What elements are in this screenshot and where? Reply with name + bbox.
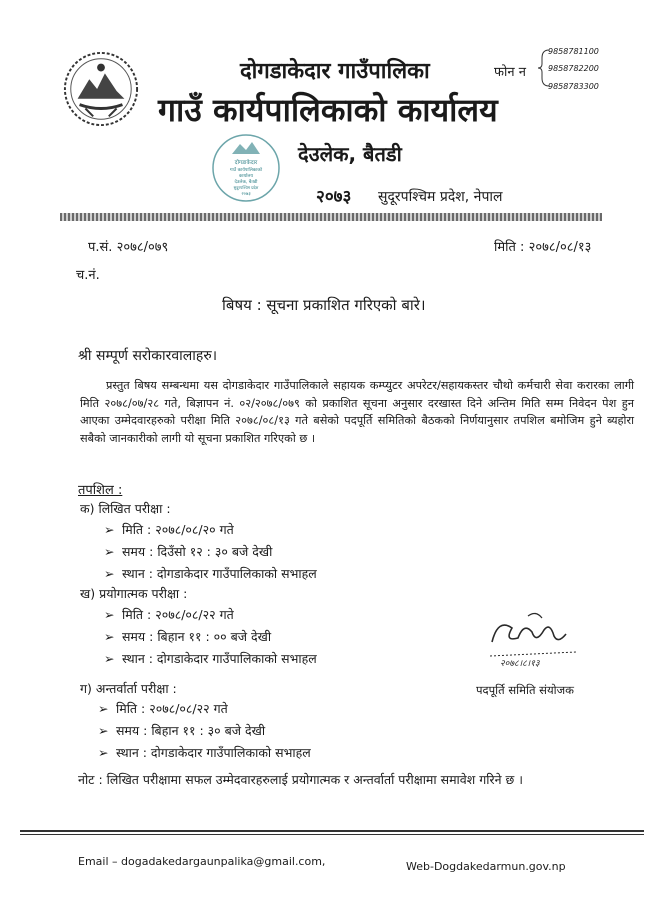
svg-text:दोगडाकेदार: दोगडाकेदार bbox=[234, 160, 258, 166]
arrow-bullet-icon: ➢ bbox=[104, 651, 115, 666]
written-exam-heading: क) लिखित परीक्षा : bbox=[80, 501, 171, 516]
header-divider-band bbox=[60, 213, 602, 221]
svg-text:सुदूरपश्चिम प्रदेश: सुदूरपश्चिम प्रदेश bbox=[233, 185, 259, 190]
arrow-bullet-icon: ➢ bbox=[98, 701, 109, 716]
footer-email: Email – dogadakedargaunpalika@gmail.com, bbox=[78, 855, 326, 868]
svg-text:गाउँ कार्यपालिकाको: गाउँ कार्यपालिकाको bbox=[229, 168, 263, 173]
phone-label: फोन न bbox=[494, 65, 526, 80]
nepal-emblem-icon bbox=[62, 50, 140, 128]
letter-date: मिति : २०७८/०८/१३ bbox=[494, 240, 592, 255]
office-location: देउलेक, बैतडी bbox=[298, 142, 402, 166]
footer-website: Web-Dogdakedarmun.gov.np bbox=[406, 860, 566, 873]
phone-number-2: 9858782200 bbox=[548, 64, 599, 73]
org-name-line1: दोगडाकेदार गाउँपालिका bbox=[240, 59, 430, 84]
svg-text:कार्यालय: कार्यालय bbox=[238, 174, 254, 179]
svg-text:२०७८।८।१३: २०७८।८।१३ bbox=[500, 659, 540, 668]
salutation: श्री सम्पूर्ण सरोकारवालाहरु। bbox=[78, 348, 218, 364]
interview-date: ➢ मिति : २०७८/०८/२२ गते bbox=[98, 701, 228, 716]
svg-text:देउलेक, बैतडी: देउलेक, बैतडी bbox=[234, 180, 258, 185]
written-exam-date: ➢ मिति : २०७८/०८/२० गते bbox=[104, 522, 234, 537]
office-seal-stamp bbox=[210, 132, 282, 204]
note-text: नोट : लिखित परीक्षामा सफल उम्मेदवारहरुलाई प्रयोगात्मक र अन्तर्वार्ता परीक्षामा समावेश गरिने छ । bbox=[78, 772, 523, 787]
practical-exam-venue: ➢ स्थान : दोगडाकेदार गाउँपालिकाको सभाहल bbox=[104, 651, 317, 666]
arrow-bullet-icon: ➢ bbox=[98, 723, 109, 738]
footer-rule bbox=[20, 830, 644, 832]
arrow-bullet-icon: ➢ bbox=[104, 629, 115, 644]
phone-number-3: 9858783300 bbox=[548, 82, 599, 91]
arrow-bullet-icon: ➢ bbox=[104, 566, 115, 581]
province-country: सुदूरपश्चिम प्रदेश, नेपाल bbox=[378, 189, 503, 205]
arrow-bullet-icon: ➢ bbox=[104, 607, 115, 622]
arrow-bullet-icon: ➢ bbox=[104, 544, 115, 559]
written-exam-venue: ➢ स्थान : दोगडाकेदार गाउँपालिकाको सभाहल bbox=[104, 566, 317, 581]
dispatch-number: च.नं. bbox=[76, 268, 100, 283]
footer-rule-thin bbox=[20, 834, 644, 835]
interview-time: ➢ समय : बिहान ११ : ३० बजे देखी bbox=[98, 723, 266, 738]
practical-exam-date: ➢ मिति : २०७८/०८/२२ गते bbox=[104, 607, 234, 622]
practical-exam-time: ➢ समय : बिहान ११ : ०० बजे देखी bbox=[104, 629, 272, 644]
org-name-line2: गाउँ कार्यपालिकाको कार्यालय bbox=[158, 91, 498, 129]
phone-number-1: 9858781100 bbox=[548, 47, 599, 56]
handwritten-signature bbox=[484, 608, 582, 668]
schedule-title: तपशिल : bbox=[78, 483, 123, 498]
reference-number: प.सं. २०७८/०७९ bbox=[88, 240, 169, 255]
svg-text:२०७३: २०७३ bbox=[241, 192, 251, 197]
body-paragraph: प्रस्तुत बिषय सम्बन्धमा यस दोगडाकेदार गाउँपालिकाले सहायक कम्प्युटर अपरेटर/सहायकस्तर चौथो कर्मचारी सेवा करारका लागी मिति २०७८/०७/२८ गते, बिज्ञापन नं. ०२/२०७८/०७९ को प्रकाशित सूचना अनुसार दरखास्त दिने अन्तिम मिति सम्म निवेदन पेश हुन आएका उम्मेदवारहरुको परीक्षा मिति २०७८/०८/१३ गते बसेको पदपूर्ति समितिको बैठकको निर्णयानुसार तपशिल बमोजिम हुने ब्यहोरा सबैको जानकारीको लागी यो सूचना प्रकाशित गरिएको छ । bbox=[80, 379, 634, 445]
arrow-bullet-icon: ➢ bbox=[104, 522, 115, 537]
signatory-title: पदपूर्ति समिति संयोजक bbox=[476, 683, 574, 697]
letter-subject: बिषय : सूचना प्रकाशित गरिएको बारे। bbox=[222, 296, 426, 314]
established-year: २०७३ bbox=[316, 187, 352, 207]
interview-heading: ग) अन्तर्वार्ता परीक्षा : bbox=[80, 681, 177, 696]
interview-venue: ➢ स्थान : दोगडाकेदार गाउँपालिकाको सभाहल bbox=[98, 745, 311, 760]
written-exam-time: ➢ समय : दिउँसो १२ : ३० बजे देखी bbox=[104, 544, 273, 559]
arrow-bullet-icon: ➢ bbox=[98, 745, 109, 760]
practical-exam-heading: ख) प्रयोगात्मक परीक्षा : bbox=[80, 586, 188, 601]
